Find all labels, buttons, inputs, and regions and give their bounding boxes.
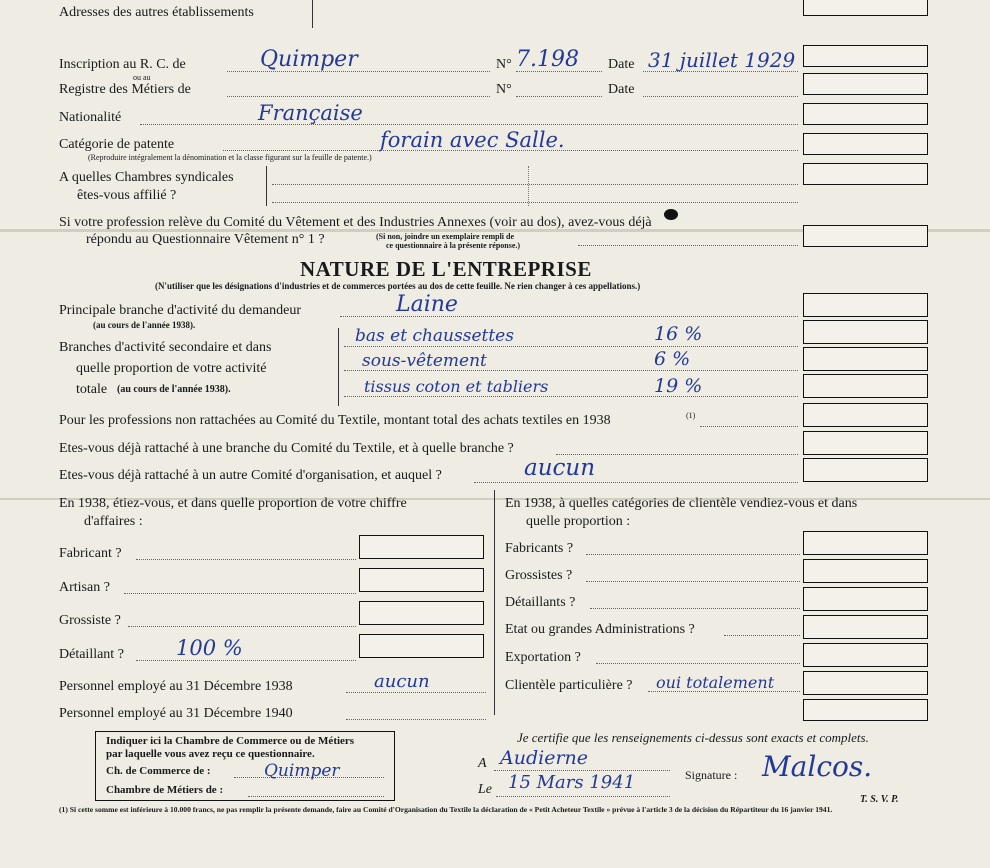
chambres-label-1: A quelles Chambres syndicales — [59, 170, 234, 185]
personnel-1940-line — [346, 719, 486, 720]
secondaire-line — [344, 346, 798, 347]
date-label: Le — [478, 782, 492, 797]
signature-value: Malcos. — [762, 750, 873, 783]
personnel-1938-label: Personnel employé au 31 Décembre 1938 — [59, 679, 293, 694]
categorie-note: (Reproduire intégralement la dénomination et la classe figurant sur la feuille de patente.) — [88, 153, 372, 162]
r-exportation-line — [596, 663, 800, 664]
principale-value: Laine — [396, 292, 458, 317]
r-clientele-label: Clientèle particulière ? — [505, 678, 633, 693]
r-detaillants-label: Détaillants ? — [505, 595, 576, 610]
rc-date-value: 31 juillet 1929 — [648, 48, 796, 72]
divider — [266, 166, 267, 206]
r-etat-label: Etat ou grandes Administrations ? — [505, 622, 695, 637]
r-fabricants-box — [803, 531, 928, 555]
tsvp-label: T. S. V. P. — [860, 794, 899, 805]
cc-commerce-label: Ch. de Commerce de : — [106, 765, 211, 777]
principale-label: Principale branche d'activité du demandeur — [59, 303, 301, 318]
left-question-2: d'affaires : — [84, 514, 143, 529]
secondaire-note: (au cours de l'année 1938). — [117, 384, 231, 395]
fabricant-label: Fabricant ? — [59, 546, 122, 561]
registre-no-label: N° — [496, 82, 512, 97]
personnel-1938-line — [346, 692, 486, 693]
grossiste-line — [128, 626, 356, 627]
lieu-label: A — [478, 756, 487, 771]
grossiste-label: Grossiste ? — [59, 613, 121, 628]
personnel-1938-value: aucun — [374, 671, 430, 692]
nationalite-label: Nationalité — [59, 110, 122, 125]
principale-note: (au cours de l'année 1938). — [93, 320, 196, 330]
vetement-note-1: (Si non, joindre un exemplaire rempli de — [376, 232, 515, 241]
code-box — [803, 133, 928, 155]
adresses-label: Adresses des autres établissements — [59, 5, 254, 20]
ink-blot — [664, 209, 678, 220]
divider — [312, 0, 313, 28]
footnote-mark: (1) — [686, 411, 696, 420]
cc-instruction-1: Indiquer ici la Chambre de Commerce ou de Métiers — [106, 735, 355, 747]
r-grossistes-label: Grossistes ? — [505, 568, 573, 583]
r-grossistes-box — [803, 559, 928, 583]
left-question-1: En 1938, étiez-vous, et dans quelle proportion de votre chiffre — [59, 496, 407, 511]
lieu-line — [494, 770, 670, 771]
r-detaillants-line — [590, 608, 800, 609]
r-detaillants-box — [803, 587, 928, 611]
vetement-question-2: répondu au Questionnaire Vêtement n° 1 ? — [86, 232, 325, 247]
registre-label: Registre des Métiers de — [59, 82, 191, 97]
rc-date-label: Date — [608, 57, 635, 72]
registre-date-line — [643, 96, 798, 97]
lieu-value: Audierne — [500, 747, 589, 769]
fabricant-line — [136, 559, 356, 560]
code-box — [803, 163, 928, 185]
code-box — [803, 225, 928, 247]
r-grossistes-line — [586, 581, 800, 582]
non-rattachees-label: Pour les professions non rattachées au Comité du Textile, montant total des achats textiles en 1938 — [59, 413, 611, 428]
code-box — [803, 374, 928, 398]
secondaire-1-value: bas et chaussettes — [355, 326, 514, 346]
code-box — [803, 103, 928, 125]
rc-no-label: N° — [496, 57, 512, 72]
section-title: NATURE DE L'ENTREPRISE — [300, 257, 592, 281]
rattache-textile-label: Etes-vous déjà rattaché à une branche du Comité du Textile, et à quelle branche ? — [59, 441, 514, 456]
fabricant-box — [359, 535, 484, 559]
column-divider — [494, 490, 495, 715]
right-question-1: En 1938, à quelles catégories de clientèle vendiez-vous et dans — [505, 496, 858, 511]
rattache-autre-line — [474, 482, 798, 483]
code-box — [803, 73, 928, 95]
detaillant-label: Détaillant ? — [59, 647, 124, 662]
r-fabricants-label: Fabricants ? — [505, 541, 574, 556]
code-box — [803, 45, 928, 67]
nationalite-line — [140, 124, 798, 125]
nationalite-value: Française — [258, 101, 363, 125]
code-box — [803, 458, 928, 482]
r-clientele-box — [803, 671, 928, 695]
date-value: 15 Mars 1941 — [508, 772, 636, 793]
code-box — [803, 320, 928, 344]
detaillant-line — [136, 660, 356, 661]
r-etat-line — [724, 635, 800, 636]
cc-commerce-value: Quimper — [264, 761, 340, 781]
ou-au-label: ou au — [133, 73, 151, 82]
code-box — [803, 347, 928, 371]
non-rattachees-line — [700, 426, 798, 427]
artisan-box — [359, 568, 484, 592]
secondaire-label-1: Branches d'activité secondaire et dans — [59, 340, 272, 355]
rc-ville-value: Quimper — [260, 47, 358, 72]
personnel-1940-label: Personnel employé au 31 Décembre 1940 — [59, 706, 293, 721]
grossiste-box — [359, 601, 484, 625]
secondaire-2-pct: 6 % — [654, 348, 691, 370]
r-exportation-label: Exportation ? — [505, 650, 581, 665]
divider — [338, 328, 339, 406]
rc-no-value: 7.198 — [516, 47, 579, 72]
vetement-question-1: Si votre profession relève du Comité du Vêtement et des Industries Annexes (voir au dos), avez-vous déjà — [59, 215, 652, 230]
chambre-commerce-box — [95, 731, 395, 801]
section-note: (N'utiliser que les désignations d'industries et de commerces portées au dos de cette feuille. Ne rien changer à ces appellations.) — [155, 281, 641, 291]
signature-label: Signature : — [685, 768, 738, 782]
secondaire-2-value: sous-vêtement — [362, 351, 487, 371]
code-box — [803, 0, 928, 16]
detaillant-value: 100 % — [176, 636, 243, 660]
code-box — [803, 293, 928, 317]
vetement-note-2: ce questionnaire à la présente réponse.) — [386, 241, 521, 250]
secondaire-label-3: totale — [76, 382, 108, 397]
chambres-label-2: êtes-vous affilié ? — [77, 188, 177, 203]
r-etat-box — [803, 615, 928, 639]
r-total-box — [803, 699, 928, 721]
footnote-text: (1) Si cette somme est inférieure à 10.000 francs, ne pas remplir la présente demande, faire au Comité d'Organisation du Textile la déclaration de « Petit Acheteur Textile » prévue à l'article 3 de la décision du Répartiteur du 16 janvier 1941. — [59, 805, 833, 814]
secondaire-1-pct: 16 % — [654, 323, 703, 345]
rattache-autre-label: Etes-vous déjà rattaché à un autre Comité d'organisation, et auquel ? — [59, 468, 442, 483]
artisan-line — [124, 593, 356, 594]
cc-instruction-2: par laquelle vous avez reçu ce questionnaire. — [106, 748, 315, 760]
cc-metiers-label: Chambre de Métiers de : — [106, 784, 224, 796]
registre-line — [227, 96, 490, 97]
detaillant-box — [359, 634, 484, 658]
date-line — [496, 796, 670, 797]
secondaire-3-value: tissus coton et tabliers — [364, 377, 549, 396]
secondaire-label-2: quelle proportion de votre activité — [76, 361, 267, 376]
code-box — [803, 403, 928, 427]
categorie-label: Catégorie de patente — [59, 137, 175, 152]
cc-metiers-line — [248, 796, 384, 797]
artisan-label: Artisan ? — [59, 580, 110, 595]
divider — [528, 166, 529, 206]
r-clientele-value: oui totalement — [656, 673, 775, 692]
r-fabricants-line — [586, 554, 800, 555]
rattache-autre-value: aucun — [524, 455, 596, 481]
code-box — [803, 431, 928, 455]
categorie-value: forain avec Salle. — [380, 128, 565, 152]
registre-date-label: Date — [608, 82, 635, 97]
r-exportation-box — [803, 643, 928, 667]
inscription-label: Inscription au R. C. de — [59, 57, 186, 72]
secondaire-3-pct: 19 % — [654, 375, 703, 397]
certification-text: Je certifie que les renseignements ci-dessus sont exacts et complets. — [517, 730, 869, 745]
registre-no-line — [516, 96, 602, 97]
chambres-line — [272, 184, 798, 185]
right-question-2: quelle proportion : — [526, 514, 631, 529]
chambres-line — [272, 202, 798, 203]
vetement-line — [578, 245, 798, 246]
